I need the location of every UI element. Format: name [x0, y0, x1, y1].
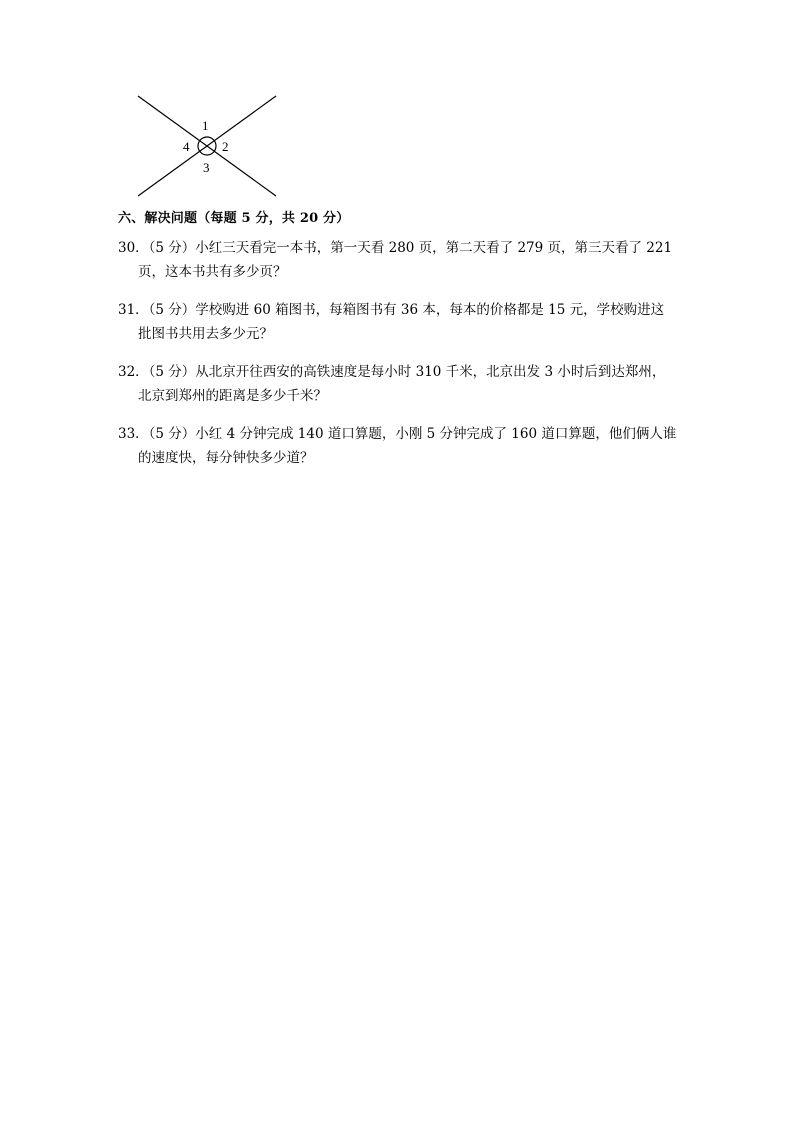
section-title: 六、解决问题（每题 5 分，共 20 分）	[118, 211, 350, 226]
question-30-line2: 页，这本书共有多少页？	[138, 264, 287, 280]
angle-label-3: 3	[203, 160, 210, 175]
question-32-line1: 32．（5 分）从北京开往西安的高铁速度是每小时 310 千米，北京出发 3 小时后到达郑州，	[118, 364, 666, 380]
question-31-line2: 批图书共用去多少元？	[138, 326, 273, 342]
angle-label-1: 1	[202, 118, 209, 133]
question-33-line1: 33．（5 分）小红 4 分钟完成 140 道口算题，小刚 5 分钟完成了 160 道口算题，他们俩人谁	[118, 426, 677, 442]
question-33	[118, 422, 676, 470]
angle-diagram	[130, 92, 284, 202]
question-32-line2: 北京到郑州的距离是多少千米？	[138, 388, 327, 404]
question-32	[118, 360, 665, 408]
question-31-line1: 31．（5 分）学校购进 60 箱图书，每箱图书有 36 本，每本的价格都是 15 元，学校购进这	[118, 302, 665, 318]
question-30	[118, 236, 672, 284]
angle-label-2: 2	[222, 139, 229, 154]
angle-label-4: 4	[183, 139, 190, 154]
question-31	[118, 298, 664, 346]
question-33-line2: 的速度快，每分钟快多少道？	[138, 450, 314, 466]
question-30-line1: 30．（5 分）小红三天看完一本书，第一天看 280 页，第二天看了 279 页，第三天看了 221	[118, 240, 673, 256]
intersecting-lines-figure	[130, 92, 284, 202]
